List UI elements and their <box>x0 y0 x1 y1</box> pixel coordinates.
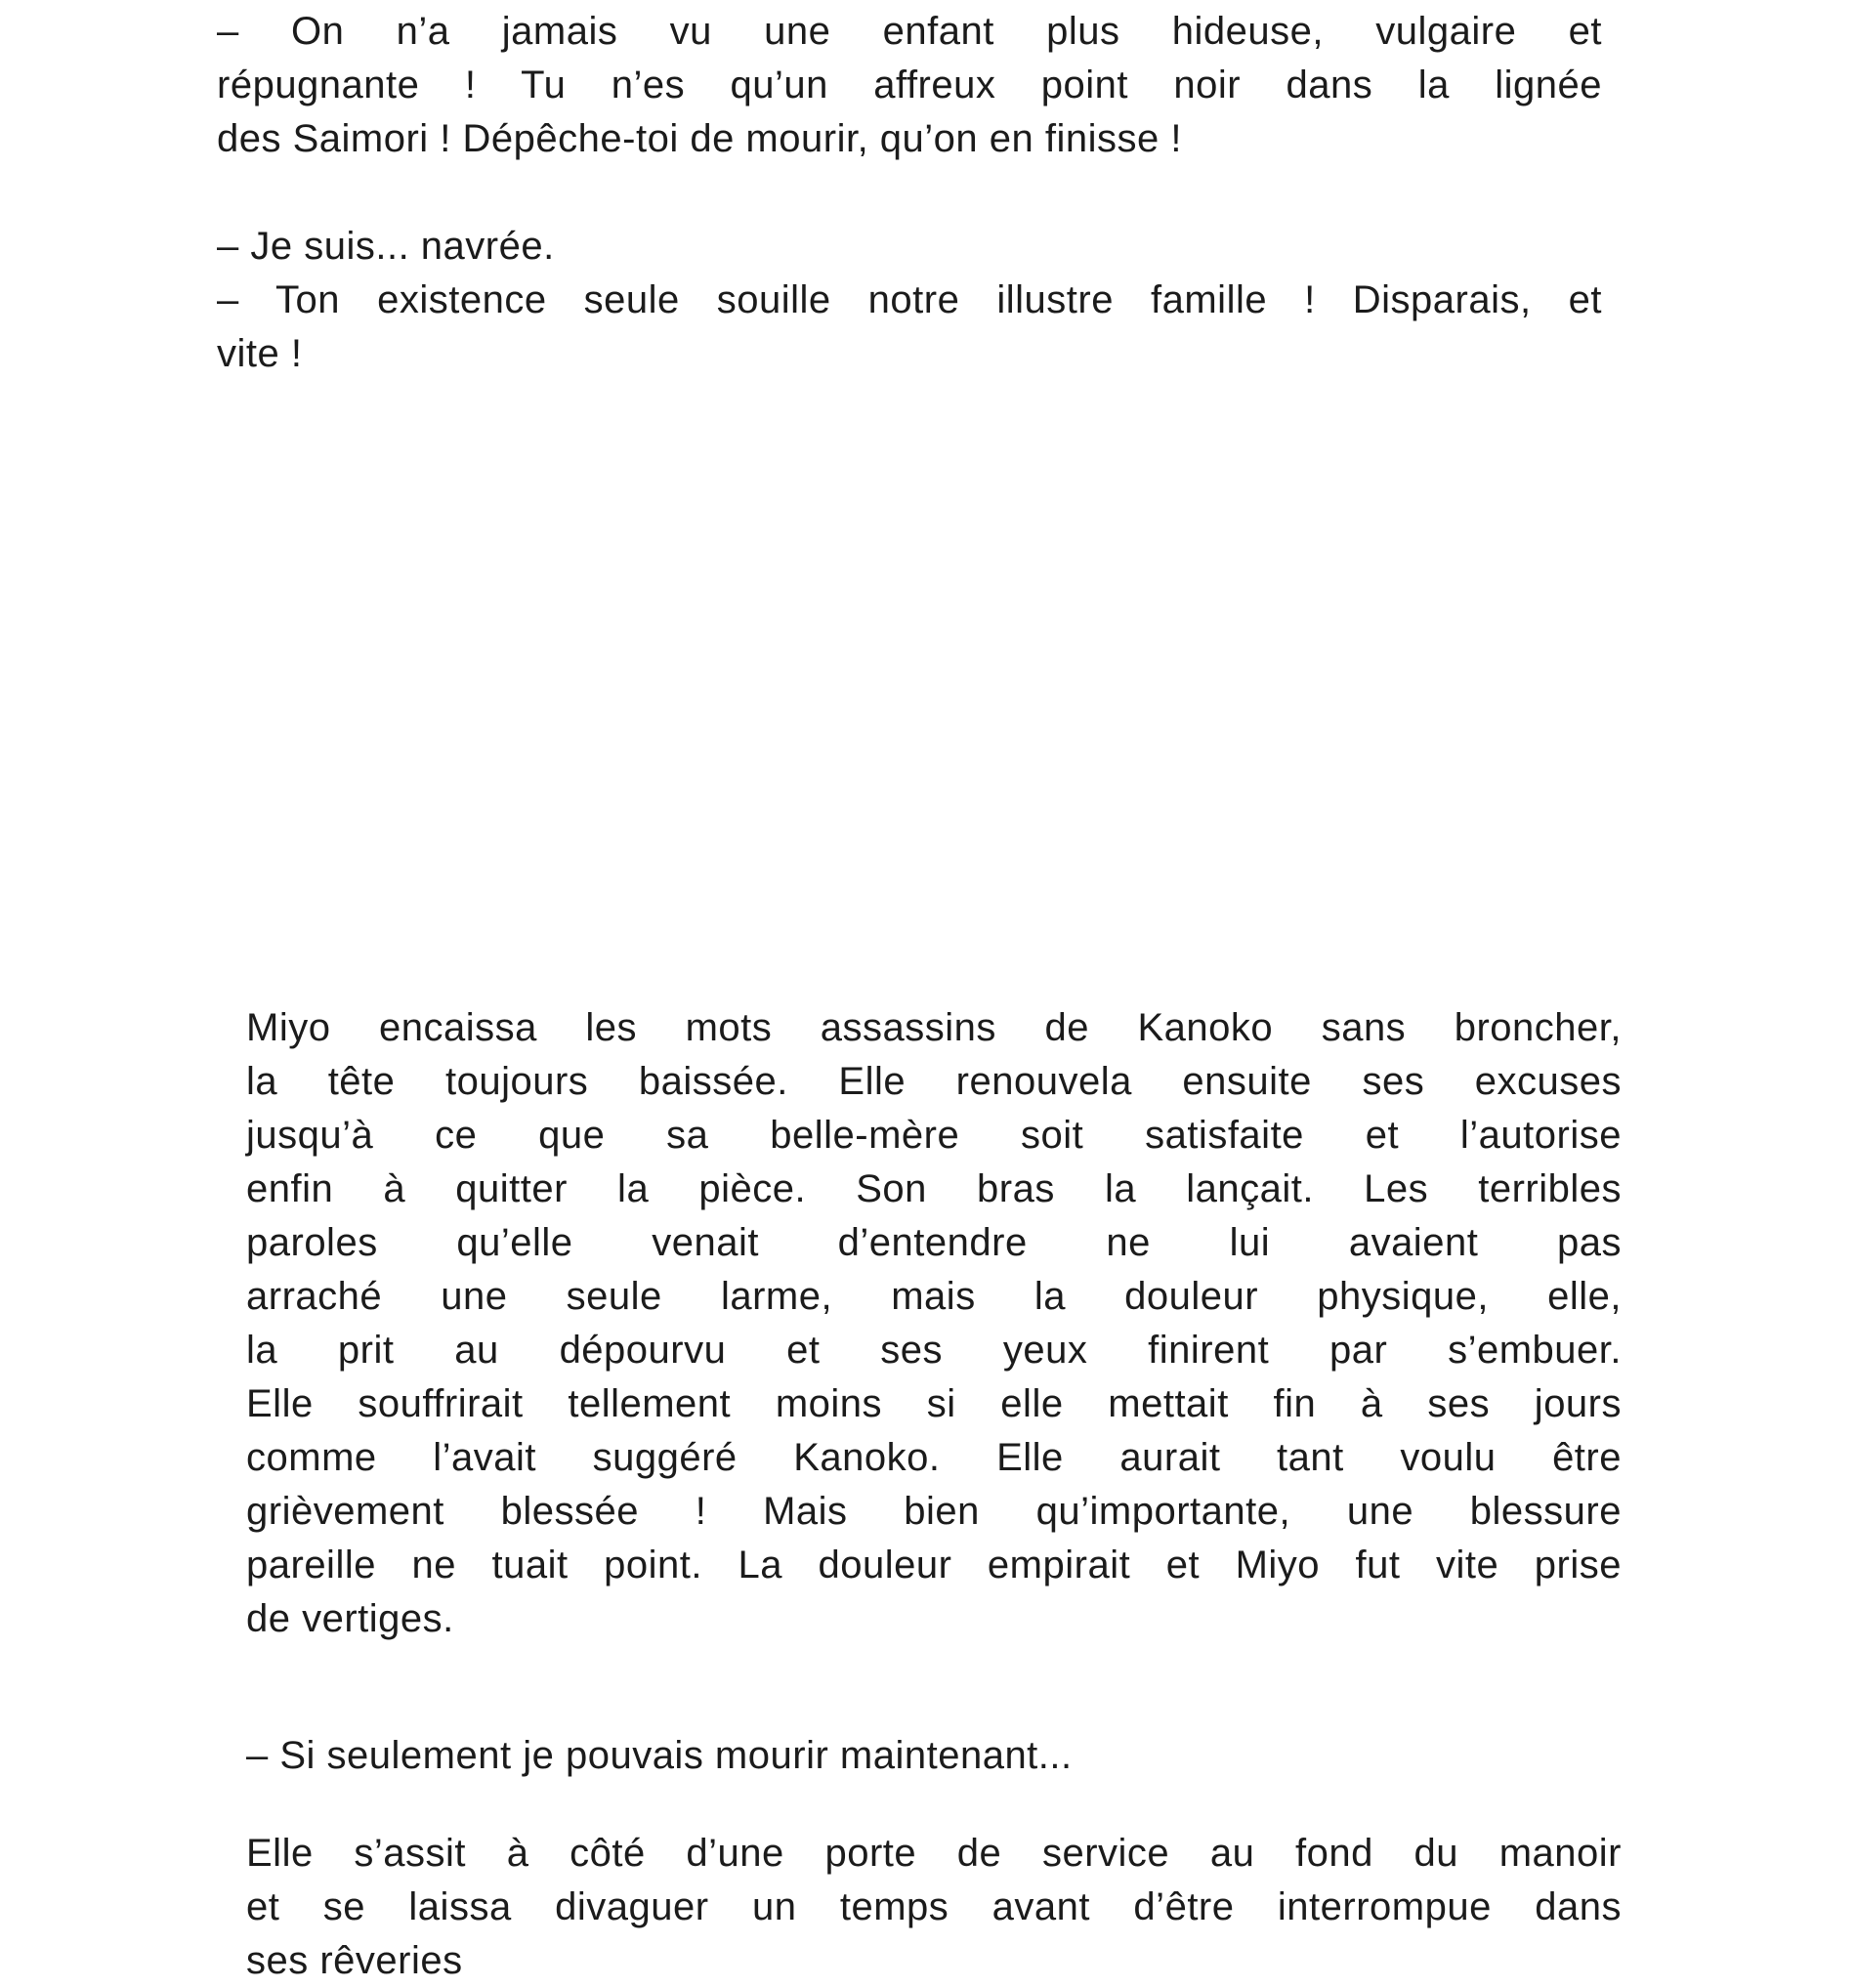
text-line: comme l’avait suggéré Kanoko. Elle aurait tant voulu être <box>246 1436 1622 1479</box>
dialogue-paragraph-2 <box>217 220 1602 381</box>
text-line: arraché une seule larme, mais la douleur physique, elle, <box>246 1275 1622 1318</box>
closing-paragraph <box>246 1827 1622 1988</box>
text-line: grièvement blessée ! Mais bien qu’importante, une blessure <box>246 1490 1622 1533</box>
text-line: – Je suis... navrée. <box>217 225 555 268</box>
text-line: répugnante ! Tu n’es qu’un affreux point noir dans la lignée <box>217 63 1602 106</box>
text-line: des Saimori ! Dépêche-toi de mourir, qu’on en finisse ! <box>217 117 1182 160</box>
text-line: et se laissa divaguer un temps avant d’être interrompue dans <box>246 1885 1622 1928</box>
text-line: – Si seulement je pouvais mourir maintenant... <box>246 1734 1073 1777</box>
dialogue-paragraph-1 <box>217 5 1602 166</box>
text-line: Elle s’assit à côté d’une porte de service au fond du manoir <box>246 1832 1622 1875</box>
text-line: de vertiges. <box>246 1597 454 1640</box>
text-line: vite ! <box>217 332 303 375</box>
text-line: enfin à quitter la pièce. Son bras la lançait. Les terribles <box>246 1167 1622 1210</box>
text-line: – On n’a jamais vu une enfant plus hideuse, vulgaire et <box>217 10 1602 53</box>
text-line: la prit au dépourvu et ses yeux finirent par s’embuer. <box>246 1329 1622 1372</box>
text-line: – Ton existence seule souille notre illustre famille ! Disparais, et <box>217 278 1602 321</box>
inner-thought-paragraph <box>246 1729 1622 1783</box>
text-line: Elle souffrirait tellement moins si elle mettait fin à ses jours <box>246 1382 1622 1425</box>
text-line: pareille ne tuait point. La douleur empirait et Miyo fut vite prise <box>246 1544 1622 1586</box>
text-line: la tête toujours baissée. Elle renouvela ensuite ses excuses <box>246 1060 1622 1103</box>
narrative-paragraph <box>246 1001 1622 1646</box>
text-line: Miyo encaissa les mots assassins de Kanoko sans broncher, <box>246 1006 1622 1049</box>
text-line: paroles qu’elle venait d’entendre ne lui avaient pas <box>246 1221 1622 1264</box>
text-line-clipped: ses rêveries <box>246 1939 463 1982</box>
text-line: jusqu’à ce que sa belle-mère soit satisfaite et l’autorise <box>246 1114 1622 1157</box>
